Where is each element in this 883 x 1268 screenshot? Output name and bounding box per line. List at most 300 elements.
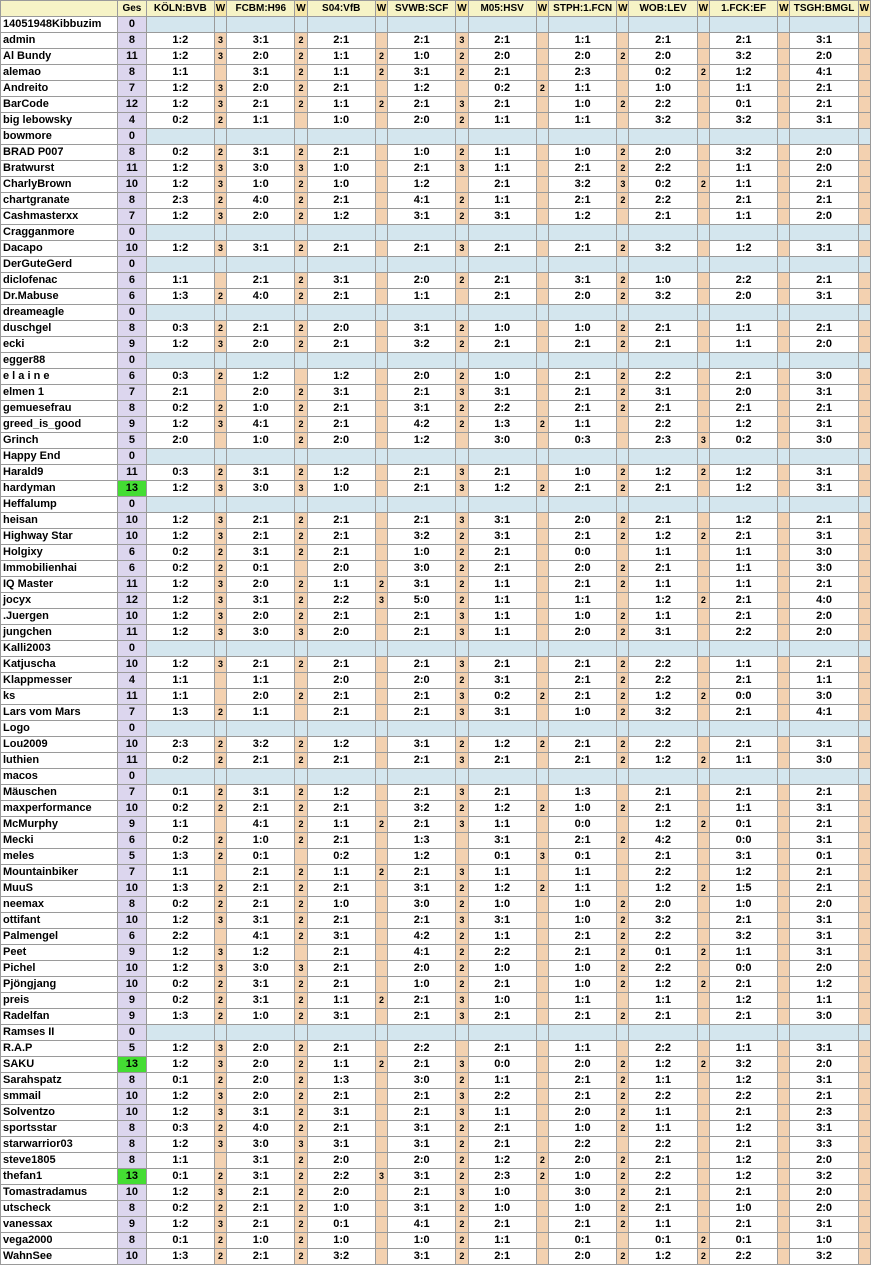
tip-points: [536, 321, 548, 337]
tip-score: 1:2: [629, 593, 697, 609]
tip-points: 2: [214, 1009, 226, 1025]
tip-points: [375, 785, 387, 801]
tip-points: [778, 1009, 790, 1025]
tip-points: [536, 513, 548, 529]
total-points: 9: [118, 417, 147, 433]
empty-cell: [227, 353, 295, 369]
tip-score: 3:1: [227, 913, 295, 929]
tip-score: 1:0: [227, 401, 295, 417]
tip-points: 3: [456, 689, 468, 705]
tip-points: [375, 81, 387, 97]
tip-score: 1:1: [549, 113, 617, 129]
tip-points: 2: [697, 945, 709, 961]
tip-score: 3:1: [227, 545, 295, 561]
tip-score: 2:0: [549, 1153, 617, 1169]
match-header: SVWB:SCF: [388, 1, 456, 17]
empty-cell: [697, 17, 709, 33]
empty-cell: [790, 449, 858, 465]
player-row: [1, 433, 871, 449]
tip-points: [536, 1137, 548, 1153]
w-header: W: [778, 1, 790, 17]
tip-points: [375, 689, 387, 705]
player-row: [1, 401, 871, 417]
tip-points: [858, 337, 870, 353]
tip-score: 2:0: [227, 1089, 295, 1105]
tip-points: [778, 625, 790, 641]
tip-score: 0:0: [709, 689, 777, 705]
total-points: 0: [118, 353, 147, 369]
tip-points: [536, 1185, 548, 1201]
empty-cell: [295, 17, 307, 33]
tip-points: [858, 1169, 870, 1185]
tip-score: 2:3: [790, 1105, 858, 1121]
player-name: SAKU: [1, 1057, 118, 1073]
tip-points: 2: [617, 689, 629, 705]
tip-points: [617, 993, 629, 1009]
tip-points: 2: [295, 1105, 307, 1121]
empty-cell: [295, 1025, 307, 1041]
empty-cell: [388, 449, 456, 465]
tip-score: 3:1: [307, 1009, 375, 1025]
tip-points: [697, 33, 709, 49]
tip-points: 2: [617, 481, 629, 497]
tip-points: 2: [456, 65, 468, 81]
tip-score: 4:2: [388, 417, 456, 433]
tip-score: 1:1: [629, 1073, 697, 1089]
empty-cell: [295, 497, 307, 513]
tip-points: 3: [456, 33, 468, 49]
tip-score: 3:1: [790, 1041, 858, 1057]
tip-points: 2: [617, 1089, 629, 1105]
tip-score: 4:1: [790, 705, 858, 721]
empty-cell: [536, 721, 548, 737]
tip-score: 3:2: [709, 929, 777, 945]
empty-cell: [388, 305, 456, 321]
tip-score: 1:0: [468, 961, 536, 977]
tip-score: 1:0: [629, 81, 697, 97]
tip-score: 0:1: [146, 1233, 214, 1249]
table-body: [1, 17, 871, 1265]
empty-cell: [307, 305, 375, 321]
tip-score: 1:2: [629, 465, 697, 481]
tip-points: [536, 113, 548, 129]
tip-points: [536, 625, 548, 641]
empty-cell: [214, 1025, 226, 1041]
empty-cell: [697, 257, 709, 273]
tip-score: 2:1: [227, 801, 295, 817]
empty-cell: [375, 449, 387, 465]
tip-score: 2:0: [227, 49, 295, 65]
tip-points: [536, 865, 548, 881]
tip-score: 2:2: [468, 1089, 536, 1105]
player-row: [1, 641, 871, 657]
tip-points: [778, 897, 790, 913]
player-row: [1, 193, 871, 209]
tip-points: 2: [295, 1249, 307, 1265]
tip-points: 2: [617, 1073, 629, 1089]
tip-score: 1:2: [307, 737, 375, 753]
tip-points: [697, 993, 709, 1009]
total-points: 10: [118, 1089, 147, 1105]
tip-score: 3:2: [629, 241, 697, 257]
tip-points: 3: [456, 513, 468, 529]
tip-points: 2: [697, 529, 709, 545]
empty-cell: [536, 497, 548, 513]
tip-score: 2:1: [307, 609, 375, 625]
total-points: 10: [118, 737, 147, 753]
tip-points: 2: [617, 385, 629, 401]
tip-points: 2: [295, 385, 307, 401]
empty-cell: [227, 225, 295, 241]
tip-score: 2:0: [307, 673, 375, 689]
tip-points: 2: [295, 753, 307, 769]
empty-cell: [375, 257, 387, 273]
tip-score: 2:1: [790, 177, 858, 193]
empty-cell: [388, 769, 456, 785]
empty-cell: [617, 305, 629, 321]
tip-score: 1:2: [388, 849, 456, 865]
tip-score: 2:1: [307, 241, 375, 257]
tip-score: 1:1: [709, 945, 777, 961]
player-name: chartgranate: [1, 193, 118, 209]
tip-score: 1:2: [307, 369, 375, 385]
player-row: [1, 241, 871, 257]
tip-points: 2: [617, 289, 629, 305]
tip-points: 2: [536, 417, 548, 433]
tip-points: 2: [617, 833, 629, 849]
tip-score: 2:1: [629, 1153, 697, 1169]
empty-cell: [146, 305, 214, 321]
player-name: IQ Master: [1, 577, 118, 593]
tip-score: 0:2: [629, 65, 697, 81]
empty-cell: [778, 721, 790, 737]
tip-points: [375, 1089, 387, 1105]
empty-cell: [858, 305, 870, 321]
tip-points: 3: [214, 577, 226, 593]
empty-cell: [536, 1025, 548, 1041]
tip-points: 2: [617, 1185, 629, 1201]
tip-score: 1:2: [709, 1153, 777, 1169]
tip-points: [375, 1233, 387, 1249]
tip-points: [778, 577, 790, 593]
tip-points: [375, 113, 387, 129]
total-points: 8: [118, 33, 147, 49]
tip-score: 2:1: [227, 1249, 295, 1265]
tip-points: [858, 1121, 870, 1137]
player-row: [1, 417, 871, 433]
tip-points: 3: [214, 593, 226, 609]
tip-points: [778, 801, 790, 817]
tip-points: [536, 65, 548, 81]
empty-cell: [617, 497, 629, 513]
tip-score: 2:1: [709, 977, 777, 993]
tip-score: 3:1: [468, 513, 536, 529]
player-name: R.A.P: [1, 1041, 118, 1057]
empty-cell: [227, 449, 295, 465]
tip-score: 1:1: [468, 625, 536, 641]
tip-score: 2:1: [629, 849, 697, 865]
tip-score: 3:1: [629, 625, 697, 641]
empty-cell: [456, 497, 468, 513]
tip-points: 2: [214, 705, 226, 721]
tip-score: 1:1: [709, 209, 777, 225]
tip-score: 1:0: [709, 897, 777, 913]
tip-score: 2:1: [709, 913, 777, 929]
tip-points: [858, 913, 870, 929]
tip-points: 3: [456, 1057, 468, 1073]
tip-points: [697, 961, 709, 977]
tip-score: 2:0: [549, 49, 617, 65]
empty-cell: [307, 225, 375, 241]
tip-score: 1:1: [709, 337, 777, 353]
player-name: Palmengel: [1, 929, 118, 945]
empty-cell: [858, 721, 870, 737]
tip-score: 1:0: [790, 1233, 858, 1249]
tip-score: 1:0: [549, 705, 617, 721]
empty-cell: [375, 721, 387, 737]
tip-points: 2: [456, 1217, 468, 1233]
empty-cell: [375, 497, 387, 513]
tip-points: [778, 561, 790, 577]
match-header: M05:HSV: [468, 1, 536, 17]
empty-cell: [778, 129, 790, 145]
tip-score: 2:0: [227, 81, 295, 97]
tip-score: 2:1: [307, 977, 375, 993]
player-name: jungchen: [1, 625, 118, 641]
tip-score: 2:1: [629, 321, 697, 337]
tip-points: [697, 929, 709, 945]
tip-points: 3: [214, 1105, 226, 1121]
tip-points: [375, 657, 387, 673]
empty-cell: [468, 17, 536, 33]
tip-points: [778, 1153, 790, 1169]
tip-points: 2: [456, 737, 468, 753]
tip-score: 1:2: [709, 1121, 777, 1137]
tip-points: 2: [617, 961, 629, 977]
tip-score: 0:1: [549, 849, 617, 865]
tip-points: 3: [456, 785, 468, 801]
tip-points: [778, 945, 790, 961]
tip-points: 2: [214, 977, 226, 993]
tip-points: [778, 913, 790, 929]
player-row: [1, 1057, 871, 1073]
tip-points: [375, 145, 387, 161]
tip-points: 2: [617, 49, 629, 65]
w-header: W: [858, 1, 870, 17]
tip-score: 2:1: [549, 161, 617, 177]
tip-points: [858, 33, 870, 49]
tip-score: 2:1: [709, 1217, 777, 1233]
tip-points: 2: [214, 833, 226, 849]
player-row: [1, 689, 871, 705]
tip-score: 1:0: [227, 1009, 295, 1025]
tip-score: 3:3: [790, 1137, 858, 1153]
player-name: sportsstar: [1, 1121, 118, 1137]
tip-points: [697, 369, 709, 385]
player-name: Highway Star: [1, 529, 118, 545]
player-row: [1, 529, 871, 545]
tip-score: 3:2: [307, 1249, 375, 1265]
tip-score: 2:2: [629, 961, 697, 977]
tip-score: 1:2: [629, 1249, 697, 1265]
tip-points: [697, 81, 709, 97]
empty-cell: [536, 257, 548, 273]
empty-cell: [388, 129, 456, 145]
empty-cell: [214, 129, 226, 145]
tip-points: [778, 817, 790, 833]
tip-score: 1:1: [227, 113, 295, 129]
total-points: 8: [118, 1233, 147, 1249]
tip-score: 3:1: [307, 1137, 375, 1153]
tip-score: 1:1: [468, 929, 536, 945]
tip-score: 1:3: [146, 849, 214, 865]
empty-cell: [146, 129, 214, 145]
tip-points: [858, 1233, 870, 1249]
tip-points: [375, 1105, 387, 1121]
tip-points: 2: [536, 737, 548, 753]
tip-score: 1:3: [146, 705, 214, 721]
empty-cell: [778, 1025, 790, 1041]
tip-score: 2:2: [629, 1041, 697, 1057]
player-row: [1, 209, 871, 225]
empty-cell: [456, 305, 468, 321]
tip-points: 2: [456, 945, 468, 961]
tip-score: 2:1: [790, 193, 858, 209]
tip-points: [858, 977, 870, 993]
tip-points: [697, 1169, 709, 1185]
tip-score: 2:1: [549, 1073, 617, 1089]
empty-cell: [388, 721, 456, 737]
tip-points: [858, 97, 870, 113]
tip-score: 4:1: [388, 945, 456, 961]
total-points: 7: [118, 385, 147, 401]
tip-score: 3:1: [790, 929, 858, 945]
tip-points: [778, 1137, 790, 1153]
player-name: ecki: [1, 337, 118, 353]
tip-score: 3:1: [388, 1121, 456, 1137]
empty-cell: [146, 449, 214, 465]
tip-score: 1:2: [629, 1057, 697, 1073]
player-name: Andreito: [1, 81, 118, 97]
tip-score: 1:0: [549, 97, 617, 113]
tip-points: 2: [214, 113, 226, 129]
tip-score: 1:2: [468, 1153, 536, 1169]
tip-score: 1:1: [227, 673, 295, 689]
tip-score: 1:1: [468, 577, 536, 593]
player-name: gemuesefrau: [1, 401, 118, 417]
tip-points: [697, 49, 709, 65]
tip-score: 5:0: [388, 593, 456, 609]
tip-score: 4:1: [790, 65, 858, 81]
match-header: STPH:1.FCN: [549, 1, 617, 17]
tip-score: 3:1: [388, 881, 456, 897]
tip-points: 3: [456, 465, 468, 481]
player-row: [1, 17, 871, 33]
player-row: [1, 65, 871, 81]
tip-points: [375, 337, 387, 353]
empty-cell: [468, 129, 536, 145]
tip-points: 2: [617, 753, 629, 769]
tip-points: [858, 993, 870, 1009]
tip-points: 2: [456, 1137, 468, 1153]
tip-points: [858, 145, 870, 161]
tip-points: [778, 481, 790, 497]
tip-score: 2:1: [629, 401, 697, 417]
tip-points: [617, 209, 629, 225]
tip-score: 2:1: [227, 881, 295, 897]
tip-score: 1:1: [227, 705, 295, 721]
tip-score: 0:1: [709, 817, 777, 833]
tip-score: 2:3: [549, 65, 617, 81]
tip-score: 2:0: [790, 209, 858, 225]
tip-points: [536, 593, 548, 609]
tip-points: 2: [536, 481, 548, 497]
tip-points: [778, 993, 790, 1009]
tip-points: [778, 177, 790, 193]
tip-points: [375, 705, 387, 721]
player-row: [1, 449, 871, 465]
tip-points: [536, 993, 548, 1009]
tip-points: 2: [295, 1009, 307, 1025]
tip-points: [536, 1217, 548, 1233]
tip-points: [778, 609, 790, 625]
tip-score: 1:1: [307, 577, 375, 593]
empty-cell: [697, 497, 709, 513]
tip-points: 2: [456, 1233, 468, 1249]
tip-score: 2:1: [468, 561, 536, 577]
tip-score: 2:2: [468, 401, 536, 417]
tip-points: 3: [295, 1137, 307, 1153]
player-name: elmen 1: [1, 385, 118, 401]
tip-score: 2:0: [227, 1057, 295, 1073]
tip-points: 2: [214, 465, 226, 481]
tip-points: [778, 929, 790, 945]
tip-score: 3:2: [790, 1249, 858, 1265]
empty-cell: [227, 721, 295, 737]
tip-points: 2: [617, 657, 629, 673]
tip-score: 3:1: [790, 913, 858, 929]
tip-points: 3: [456, 161, 468, 177]
tip-points: [375, 737, 387, 753]
total-points: 0: [118, 1025, 147, 1041]
tip-points: [375, 433, 387, 449]
tip-score: 1:0: [468, 993, 536, 1009]
tip-points: [375, 161, 387, 177]
tip-points: 3: [214, 241, 226, 257]
empty-cell: [295, 225, 307, 241]
tip-score: 2:1: [709, 785, 777, 801]
tip-points: [536, 1121, 548, 1137]
empty-cell: [468, 225, 536, 241]
tip-score: 2:0: [307, 321, 375, 337]
tip-score: 2:1: [307, 145, 375, 161]
tip-score: 2:1: [790, 785, 858, 801]
tip-score: 1:2: [227, 945, 295, 961]
tip-points: [536, 945, 548, 961]
empty-cell: [617, 257, 629, 273]
tip-points: 3: [456, 865, 468, 881]
tip-points: 2: [375, 1057, 387, 1073]
tip-score: 1:1: [146, 673, 214, 689]
tip-score: 1:2: [629, 977, 697, 993]
tip-score: 1:1: [146, 273, 214, 289]
tip-points: [536, 241, 548, 257]
tip-score: 2:2: [629, 865, 697, 881]
tip-score: 3:2: [709, 49, 777, 65]
tip-points: 2: [456, 577, 468, 593]
tip-points: [858, 577, 870, 593]
empty-cell: [227, 17, 295, 33]
